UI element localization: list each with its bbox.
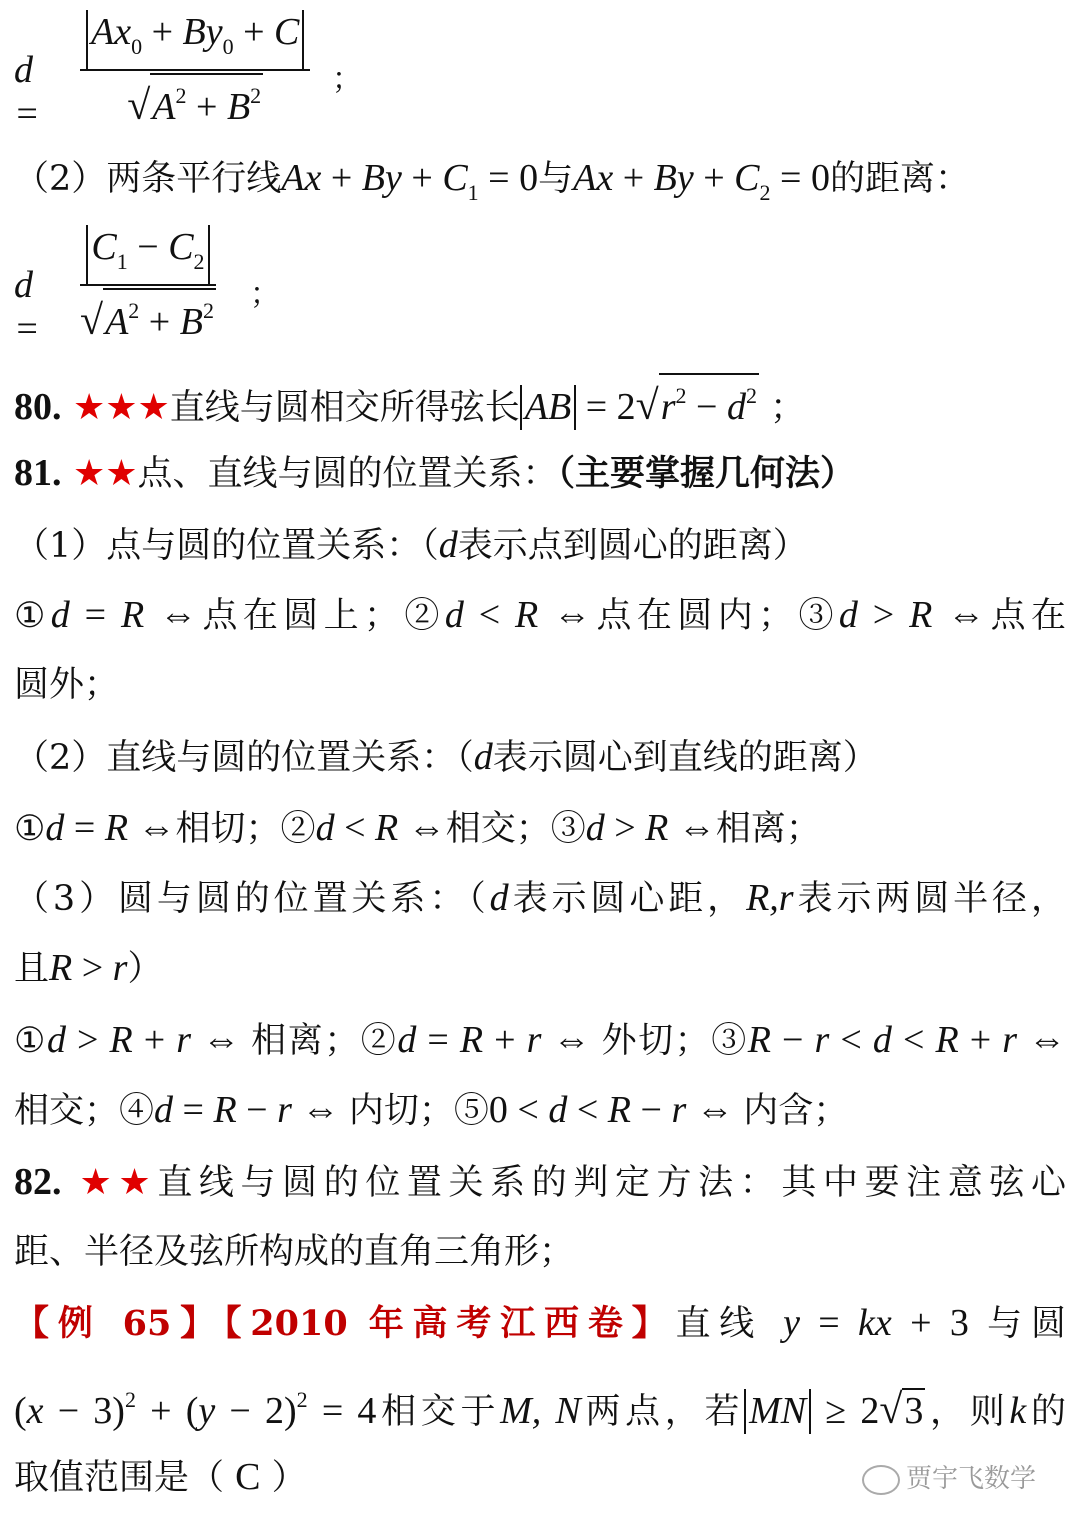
square-root [636, 373, 759, 433]
math-text: R [109, 1019, 133, 1061]
math-text: R [375, 807, 399, 849]
math-text: + [693, 157, 735, 199]
math-text: R [645, 807, 669, 849]
math-text: = [64, 807, 105, 849]
text-line [14, 1298, 1066, 1348]
math-text: − 2) [215, 1390, 297, 1432]
math-text: A [105, 301, 129, 343]
math-text: R [213, 1089, 237, 1131]
text: 表示圆心到直线的距离） [492, 738, 878, 778]
item-number: 81. [14, 452, 62, 494]
text: 相离； [715, 809, 821, 849]
watermark [862, 1458, 1036, 1495]
math-text: A [152, 86, 176, 128]
text-line [14, 943, 1066, 994]
math-text: 2 [175, 83, 187, 108]
math-text: x [26, 1390, 44, 1432]
math-text: B [179, 301, 203, 343]
text: 相离；② [251, 1021, 398, 1061]
math-text: + [321, 157, 362, 199]
text: 取值范围是（ [14, 1458, 236, 1498]
math-text: d [585, 807, 605, 849]
denominator [103, 288, 216, 343]
math-text: r [176, 1019, 192, 1061]
text-line [14, 732, 1066, 783]
formula-end: ； [332, 62, 362, 97]
math-text: R [935, 1019, 959, 1061]
math-text: Ax [573, 157, 614, 199]
math-text: 2 [124, 1387, 136, 1412]
text-line [14, 873, 1066, 923]
text: 内含； [743, 1091, 849, 1131]
formula-lhs: d = [14, 264, 40, 350]
text: （2）两条平行线 [14, 159, 282, 199]
math-text: d [473, 736, 493, 778]
math-text: 0 [131, 34, 143, 59]
math-text: k [1009, 1390, 1027, 1432]
math-text: = 2 [576, 386, 636, 428]
math-text: + [139, 301, 180, 343]
text: 且 [14, 949, 50, 989]
math-text: R [515, 594, 539, 636]
numerator [86, 225, 209, 284]
text: 点在圆上；② [197, 596, 445, 636]
math-text: 2 [128, 298, 140, 323]
math-text: AB [524, 386, 572, 428]
math-text: 1 [467, 180, 479, 205]
text: ） [127, 949, 163, 989]
math-text: Ax [91, 11, 132, 53]
math-text: = 0 [478, 157, 539, 199]
text: ① [14, 1021, 47, 1061]
text: 相切；② [175, 809, 316, 849]
math-text: ⇔ [291, 1089, 349, 1131]
text: 直线 [675, 1304, 784, 1344]
math-text: R [909, 594, 933, 636]
math-text: d [315, 807, 335, 849]
math-text: + 3 [891, 1302, 988, 1344]
text: （1）点与圆的位置关系：（ [14, 526, 439, 566]
math-text: By [653, 157, 694, 199]
text: ； [758, 388, 806, 428]
math-text: < [829, 1019, 873, 1061]
math-text: 2 [745, 383, 757, 408]
text: 与圆 [987, 1304, 1066, 1344]
text: 点在圆内；③ [591, 596, 839, 636]
text: （2）直线与圆的位置关系：（ [14, 738, 474, 778]
math-text: r [526, 1019, 542, 1061]
math-text: By [361, 157, 402, 199]
math-text: Ax [281, 157, 322, 199]
math-text: d [397, 1019, 417, 1061]
fraction: $\frac{C_1 - C_2}{√A^2 + B^2}$ [80, 226, 214, 344]
math-text: 2 [759, 180, 771, 205]
math-text: d [872, 1019, 892, 1061]
math-text: + [483, 1019, 527, 1061]
math-text: R [120, 594, 145, 636]
text-line [14, 373, 1066, 433]
text-line [14, 153, 1066, 218]
math-text: r [814, 1019, 830, 1061]
star-rating: ★★ [61, 453, 138, 494]
math-text: By [182, 11, 223, 53]
text-line [14, 1375, 1066, 1433]
text: 点在 [985, 596, 1066, 636]
star-rating: ★★★ [61, 387, 170, 428]
math-text: 3 [904, 1390, 924, 1432]
math-text: + ( [135, 1390, 199, 1432]
math-text: + [142, 11, 183, 53]
formula-end: ； [250, 277, 280, 312]
text: ① [14, 596, 51, 636]
math-text: − [686, 386, 727, 428]
text: 直线与圆相交所得弦长 [169, 388, 520, 428]
math-text: ⇔ [668, 807, 716, 849]
math-text: 0 [222, 34, 234, 59]
math-text: ⇔ [191, 1019, 252, 1061]
text: 的 [1026, 1392, 1066, 1432]
math-text: + [132, 1019, 177, 1061]
math-text: = 0 [770, 157, 830, 199]
math-text: 0 < [488, 1089, 549, 1131]
text-line [14, 1157, 1066, 1207]
math-text: ⇔ [144, 594, 198, 636]
text: 点、直线与圆的位置关系： [137, 454, 558, 494]
math-text: + [613, 157, 654, 199]
math-text: + [958, 1019, 1003, 1061]
math-text: ⇔ [398, 807, 446, 849]
math-text: > [72, 947, 113, 989]
math-text: y [783, 1302, 800, 1344]
math-text: kx [858, 1302, 892, 1344]
math-text: M, N [500, 1390, 581, 1432]
math-text: C [91, 226, 117, 268]
math-text: = [799, 1302, 859, 1344]
text-line [14, 1227, 1066, 1277]
watermark-text: 贾宇飞数学 [906, 1464, 1037, 1494]
item-number: 80. [14, 386, 62, 428]
math-text: d [838, 594, 858, 636]
math-text: 2 [296, 1387, 308, 1412]
wechat-icon [862, 1465, 900, 1495]
math-text: r [277, 1089, 292, 1131]
text-line [14, 1085, 1066, 1136]
math-text: C [274, 11, 300, 53]
math-text: < [463, 594, 516, 636]
math-text: 2 [675, 383, 687, 408]
text: 距、半径及弦所构成的直角三角形； [14, 1232, 575, 1272]
fraction: $\frac{Ax_0 + By_0 + C}{√A^2 + B^2}$ [80, 10, 310, 130]
text: 相交；④ [14, 1091, 155, 1131]
math-text: 2 [193, 249, 205, 274]
text-line [14, 520, 1066, 571]
math-text: R [49, 947, 73, 989]
math-text: d [50, 594, 70, 636]
text: 的距离： [829, 159, 970, 199]
radical-sign: √ [635, 383, 659, 429]
math-text: d [45, 807, 65, 849]
math-text: B [226, 86, 251, 128]
text: ① [14, 809, 46, 849]
radicand [659, 373, 759, 429]
math-text: < [891, 1019, 936, 1061]
numerator [86, 10, 304, 69]
math-text: R,r [746, 877, 794, 919]
math-text: 2 [250, 83, 262, 108]
math-text: d [548, 1089, 568, 1131]
formula-lhs: d = [14, 49, 40, 135]
radical-sign: √ [879, 1387, 903, 1433]
math-text: d [154, 1089, 174, 1131]
math-text: r [1002, 1019, 1017, 1061]
math-text: R [104, 807, 129, 849]
math-text: MN [749, 1390, 807, 1432]
text: 圆外； [14, 665, 120, 705]
text: 表示圆心距， [508, 879, 747, 919]
example-label: 【例 65】【2010 年高考江西卷】 [14, 1303, 676, 1344]
text: 与 [538, 159, 574, 199]
math-text: d [726, 386, 746, 428]
text-line [14, 1015, 1066, 1065]
math-text: R [747, 1019, 771, 1061]
math-text: = [173, 1089, 214, 1131]
math-text: C [734, 157, 760, 199]
math-text: d [438, 524, 458, 566]
math-text: < [334, 807, 375, 849]
math-text: 2 [202, 298, 214, 323]
math-text: = 4 [307, 1390, 377, 1432]
text: 表示两圆半径， [793, 879, 1066, 919]
math-text: C [442, 157, 468, 199]
math-text: d [489, 877, 509, 919]
math-text: ⇔ [1017, 1019, 1067, 1061]
math-text: C [168, 226, 194, 268]
math-text: = [416, 1019, 460, 1061]
math-text: ≥ 2 [811, 1390, 880, 1432]
math-text: R [459, 1019, 484, 1061]
math-text: ( [14, 1390, 27, 1432]
text: （3）圆与圆的位置关系：（ [14, 879, 490, 919]
text: 直线与圆的位置关系的判定方法：其中要注意弦心 [157, 1163, 1066, 1203]
math-text: ⇔ [128, 807, 176, 849]
text: ，则 [925, 1392, 1010, 1432]
text-line [14, 590, 1066, 640]
math-text: − [127, 226, 169, 268]
text: 相交；③ [445, 809, 586, 849]
text: （主要掌握几何法） [557, 453, 856, 494]
text: 内切；⑤ [348, 1091, 489, 1131]
math-text: < [567, 1089, 608, 1131]
math-text: d [444, 594, 464, 636]
text: ） [260, 1458, 307, 1498]
math-text: − [631, 1089, 672, 1131]
math-text: + [401, 157, 443, 199]
math-text: r [112, 947, 128, 989]
math-text: > [857, 594, 910, 636]
math-text: ⇔ [932, 594, 986, 636]
math-text: ⇔ [686, 1089, 744, 1131]
math-text: + [186, 86, 227, 128]
math-text: − [771, 1019, 815, 1061]
math-text: = [69, 594, 121, 636]
math-text: > [604, 807, 646, 849]
square-root [879, 1385, 925, 1437]
radicand [902, 1388, 925, 1433]
text-line [14, 660, 1066, 710]
absolute-value [744, 1389, 811, 1434]
text-line [14, 448, 1066, 499]
math-text: 1 [116, 249, 128, 274]
item-number: 82. [14, 1161, 62, 1203]
math-text: r [660, 386, 676, 428]
math-text: ⇔ [541, 1019, 602, 1061]
math-text: r [671, 1089, 687, 1131]
text: 外切；③ [601, 1021, 748, 1061]
math-text: d [46, 1019, 66, 1061]
text: 表示点到圆心的距离） [457, 526, 808, 566]
math-text: y [198, 1390, 216, 1432]
math-text: R [607, 1089, 632, 1131]
math-text: ⇔ [538, 594, 592, 636]
math-text: C [235, 1456, 261, 1498]
math-text: − 3) [43, 1390, 125, 1432]
text-line [14, 803, 1066, 854]
math-text: − [236, 1089, 278, 1131]
absolute-value [520, 385, 576, 430]
math-text: > [65, 1019, 110, 1061]
math-text: + [233, 11, 275, 53]
text: 两点，若 [580, 1392, 745, 1432]
text: 相交于 [376, 1392, 501, 1432]
star-rating: ★★ [61, 1162, 158, 1203]
denominator [150, 73, 263, 128]
